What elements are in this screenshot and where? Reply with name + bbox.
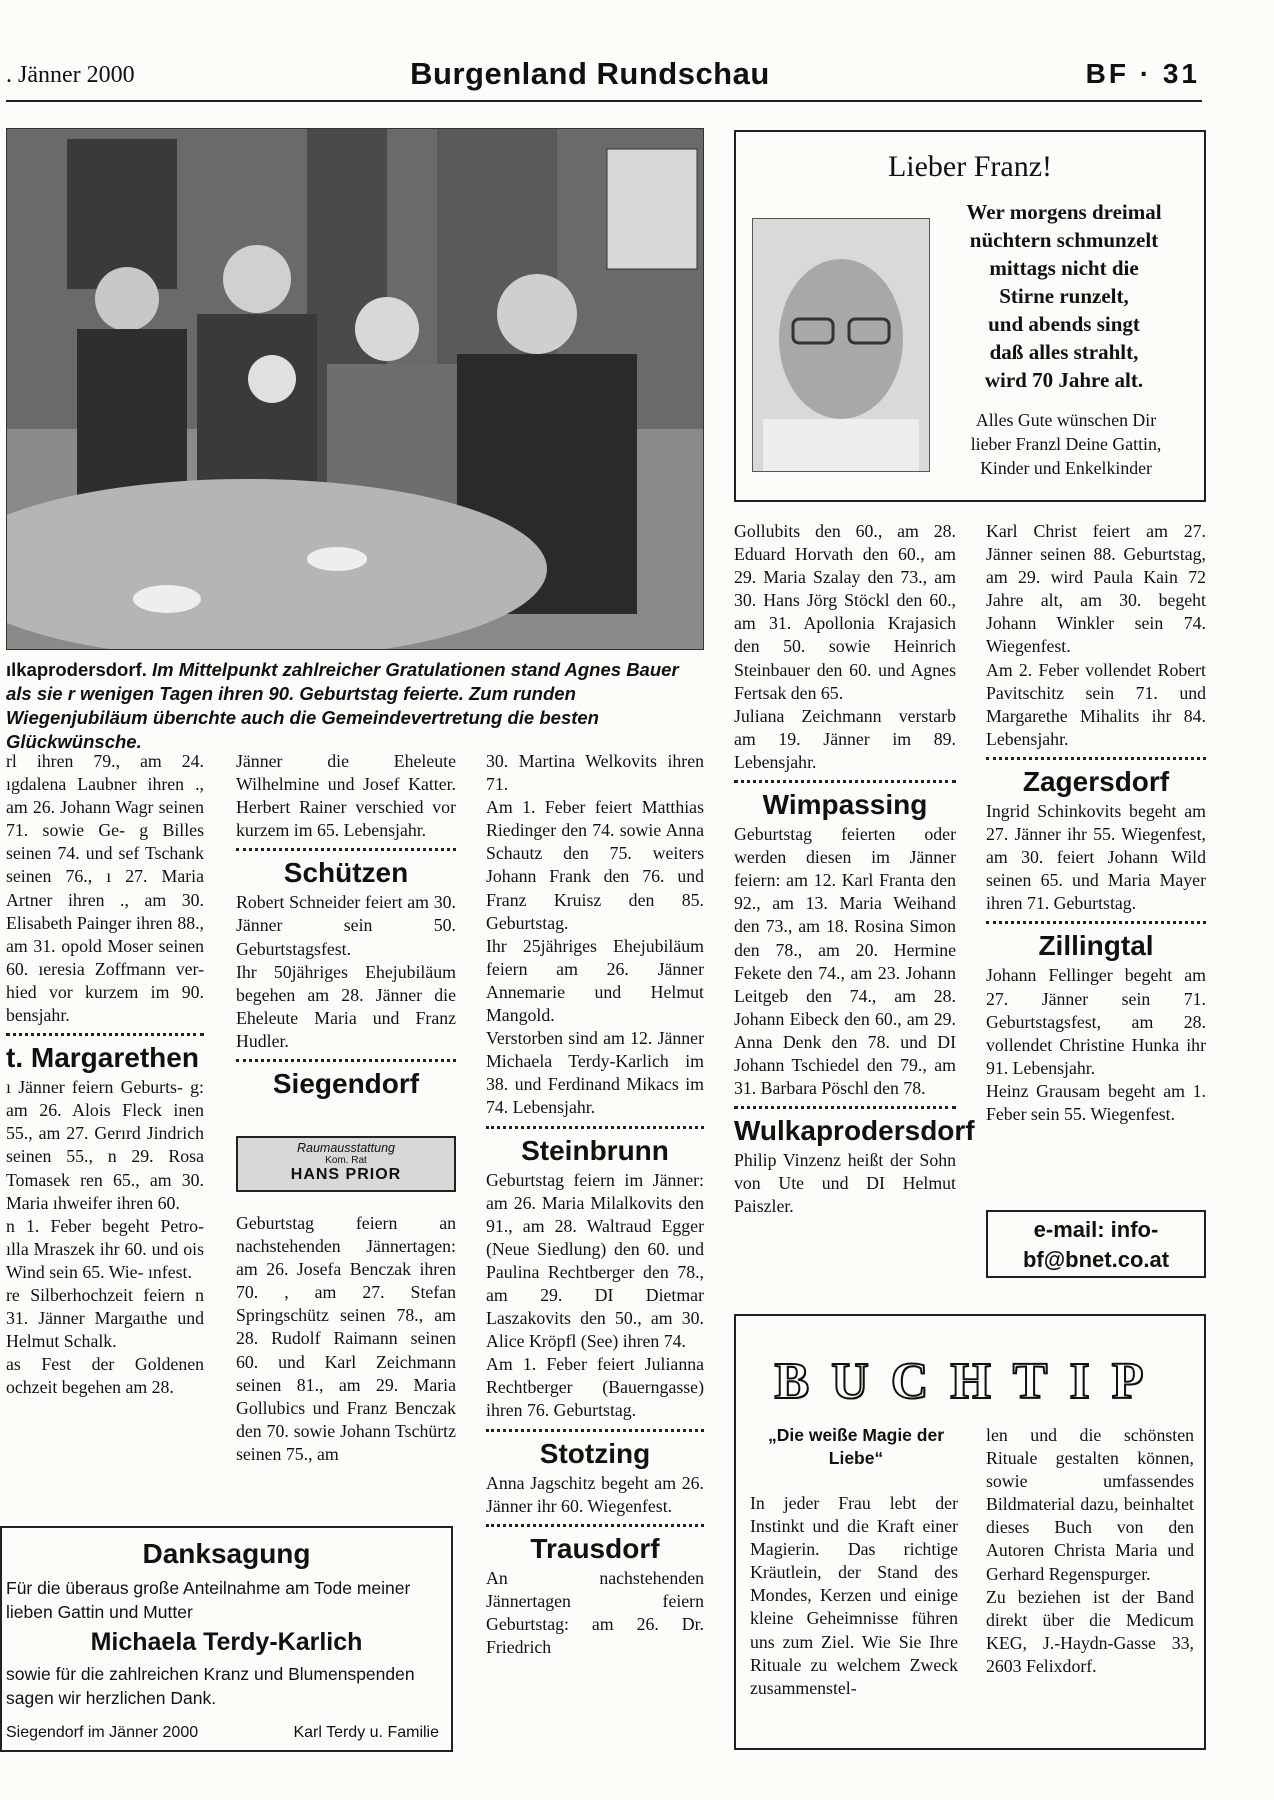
buchtip-paragraph: len und die schönsten Rituale gestalten können, sowie umfassendes Bildmaterial dazu, beinhaltet dieses Buch von den Autoren Christa Maria und Gerhard Regenspurger.: [986, 1425, 1194, 1584]
hans-prior-ad: [236, 1136, 456, 1192]
heading-wulkaprodersdorf: Wulkaprodersdorf: [734, 1115, 975, 1147]
buchtip-text-left: [750, 1492, 958, 1700]
poem-line: nüchtern schmunzelt: [969, 228, 1159, 252]
section-divider: [734, 1106, 956, 1109]
section-divider: [986, 757, 1206, 760]
col2-paragraph: Geburtstag feiern an nachstehenden Jännertagen: am 26. Josefa Benczak ihren 70. , am 27. Stefan Springschütz seinen 78., am 28. Rudolf Raimann seinen 60. und Karl Zeichmann seinen 81., am 29. Maria Gollubics und Franz Benczak den 70. sowie Johann Tschürtz seinen 75., am: [236, 1213, 456, 1464]
column-1: [6, 750, 204, 1399]
col3-paragraph: Geburtstag feiern im Jänner: am 26. Maria Milalkovits den 91., am 28. Waltraud Egger (Neue Siedlung) den 60. und Paulina Rechtberger den 78., am 29. DI Dietmar Laszakovits den 50., am 30. Alice Kröpfl (See) ihren 74.: [486, 1169, 704, 1352]
ad-name: HANS PRIOR: [290, 1166, 402, 1183]
heading-wimpassing: Wimpassing: [762, 789, 928, 821]
portrait-photo: [752, 218, 930, 472]
heading-siegendorf: Siegendorf: [272, 1068, 420, 1100]
poem-line: Wer morgens dreimal: [966, 200, 1162, 224]
caption-place: ılkaprodersdorf.: [6, 659, 147, 680]
buchtip-paragraph: In jeder Frau lebt der Instinkt und die Kraft einer Magierin. Das richtige Kräutlein, der Stand des Mondes, Kerzen und einige kleine Geheimnisse führen uns zum Ziel. Wie Sie Ihre Rituale zu welchem Zweck zusammenstel-: [750, 1493, 958, 1698]
section-divider: [734, 780, 956, 783]
buchtip-text-right: [986, 1424, 1194, 1678]
danksagung-title: Danksagung: [142, 1538, 311, 1569]
birthday-box: [734, 130, 1206, 502]
col1-paragraph: as Fest der Goldenen ochzeit begehen am 28.: [6, 1354, 204, 1398]
col3-paragraph: Am 1. Feber feiert Matthias Riedinger den 74. sowie Anna Schautz den 75. weiters Johann Frank den 76. und Franz Kruisz den 85. Geburtstag.: [486, 797, 704, 933]
poem-line: wird 70 Jahre alt.: [984, 368, 1144, 392]
birthday-poem: [936, 198, 1192, 394]
heading-zillingtal: Zillingtal: [1038, 930, 1154, 962]
section-divider: [6, 1033, 204, 1036]
col3-paragraph: Am 1. Feber feiert Julianna Rechtberger (Bauerngasse) ihren 76. Geburtstag.: [486, 1354, 704, 1421]
header-rule: [6, 100, 1202, 102]
heading-schuetzen: Schützen: [283, 857, 409, 889]
deceased-name: Michaela Terdy-Karlich: [90, 1628, 363, 1656]
danksagung-line: lieben Gattin und Mutter: [6, 1602, 193, 1622]
group-photo: [6, 128, 704, 650]
danksagung-line: sagen wir herzlichen Dank.: [6, 1688, 217, 1708]
column-2-continued: [236, 1212, 456, 1466]
col1-paragraph: rl ihren 79., am 24. ıgdalena Laubner ihren ., am 26. Johann Wagr seinen 71. sowie Ge- g Billes seinen 74. und sef Tschank seinen 76., ı 27. Maria Artner ihren ., am 30. Elisabeth Painger ihren 88., am 31. opold Moser seinen 60. ıeresia Zoffmann ver- hied vor kurzem im 90. bensjahr.: [6, 751, 204, 1026]
col2-paragraph: Robert Schneider feiert am 30. Jänner sein 50. Geburtstagsfest.: [236, 892, 456, 959]
poem-line: mittags nicht die: [989, 256, 1139, 280]
wish-line: lieber Franzl Deine Gattin,: [970, 434, 1162, 454]
col1-paragraph: ı Jänner feiern Geburts- g: am 26. Alois Fleck inen 55., am 27. Gerırd Jindrich seinen 55., n 29. Rosa Tomasek ren 65., am 30. Maria ıhweifer ihren 60.: [6, 1077, 204, 1213]
col4-paragraph: Juliana Zeichmann verstarb am 19. Jänner im 89. Lebensjahr.: [734, 705, 956, 772]
ad-line: Raumausstattung: [297, 1141, 395, 1155]
issue-date: . Jänner 2000: [6, 62, 135, 88]
heading-st-margarethen: t. Margarethen: [6, 1042, 199, 1074]
email-address[interactable]: bf@bnet.co.at: [1022, 1247, 1170, 1272]
col5-paragraph: Am 2. Feber vollendet Robert Pavitschitz sein 71. und Margarethe Mihalits ihr 84. Lebensjahr.: [986, 659, 1206, 749]
col2-paragraph: Jänner die Eheleute Wilhelmine und Josef Katter. Herbert Rainer verschied vor kurzem im 65. Lebensjahr.: [236, 751, 456, 841]
page-number: BF · 31: [1085, 58, 1200, 89]
column-3: [486, 750, 704, 1659]
newspaper-title: Burgenland Rundschau: [410, 56, 770, 91]
heading-trausdorf: Trausdorf: [530, 1532, 660, 1564]
col3-paragraph: An nachstehenden Jännertagen feiern Geburtstag: am 26. Dr. Friedrich: [486, 1567, 704, 1657]
poem-line: Stirne runzelt,: [999, 284, 1129, 308]
heading-stotzing: Stotzing: [539, 1437, 651, 1469]
col2-paragraph: Ihr 50jähriges Ehejubiläum begehen am 28. Jänner die Eheleute Maria und Franz Hudler.: [236, 961, 456, 1051]
col4-paragraph: Geburtstag feierten oder werden diesen im Jänner feiern: am 12. Karl Franta den 92., am 13. Maria Weihand den 73., am 18. Rosina Simon den 78., am 20. Hermine Fekete den 74., am 23. Johann Leitgeb den 74., am 28. Johann Eibeck den 60., am 29. Anna Denk den 78. und DI Johann Tschiedel den 79., am 31. Barbara Pöschl den 78.: [734, 824, 956, 1099]
col5-paragraph: Karl Christ feiert am 27. Jänner seinen 88. Geburtstag, am 29. wird Paula Kain 72 Jahre alt, am 30. begeht Johann Winkler sein 74. Wiegenfest.: [986, 521, 1206, 657]
col5-paragraph: Ingrid Schinkovits begeht am 27. Jänner ihr 55. Wiegenfest, am 30. feiert Johann Wild seinen 65. und Maria Mayer ihren 71. Geburtstag.: [986, 800, 1206, 914]
buchtip-box: [734, 1314, 1206, 1750]
heading-steinbrunn: Steinbrunn: [521, 1134, 669, 1166]
danksagung-line: Für die überaus große Anteilnahme am Tode meiner: [6, 1578, 411, 1598]
section-divider: [986, 921, 1206, 924]
col3-paragraph: Ihr 25jähriges Ehejubiläum feiern am 26. Jänner Annemarie und Helmut Mangold.: [486, 935, 704, 1026]
birthday-wish: [936, 408, 1196, 480]
section-divider: [486, 1126, 704, 1129]
book-title: „Die weiße Magie der Liebe“: [767, 1425, 945, 1468]
danksagung-signature: Karl Terdy u. Familie: [293, 1724, 439, 1741]
section-divider: [236, 848, 456, 851]
danksagung-place: Siegendorf im Jänner 2000: [6, 1724, 199, 1741]
buchtip-title: BUCHTIP: [774, 1353, 1166, 1410]
column-5: [986, 520, 1206, 1126]
poem-line: und abends singt: [988, 312, 1140, 336]
section-divider: [486, 1524, 704, 1527]
col5-paragraph: Heinz Grausam begeht am 1. Feber sein 55. Wiegenfest.: [986, 1080, 1206, 1124]
danksagung-box: [0, 1526, 453, 1752]
wish-line: Alles Gute wünschen Dir: [975, 410, 1157, 430]
col3-paragraph: 30. Martina Welkovits ihren 71.: [486, 751, 704, 795]
buchtip-paragraph: Zu beziehen ist der Band direkt über die Medicum KEG, J.-Haydn-Gasse 33, 2603 Felixdorf.: [986, 1586, 1194, 1676]
section-divider: [486, 1429, 704, 1432]
section-divider: [236, 1059, 456, 1062]
caption-text: Im Mittelpunkt zahlreicher Gratulationen stand Agnes Bauer als sie r wenigen Tagen ihren 90. Geburtstag feierte. Zum runden Wiegenjubiläum überıchte auch die Gemeindevertretung die besten Glückwünsche.: [6, 659, 679, 752]
email-line: e-mail: info-: [1033, 1217, 1159, 1242]
col5-paragraph: Johann Fellinger begeht am 27. Jänner sein 71. Geburtstagsfest, am 28. vollendet Christine Hunka ihr 91. Lebensjahr.: [986, 965, 1206, 1078]
col1-paragraph: re Silberhochzeit feiern n 31. Jänner Margaıthe und Helmut Schalk.: [6, 1284, 204, 1352]
col4-paragraph: Gollubits den 60., am 28. Eduard Horvath den 60., am 29. Maria Szalay den 73., am 30. Hans Jörg Stöckl den 60., am 31. Apollonia Krajasich den 50. sowie Heinrich Steinbauer den 60. und Agnes Fertsak den 65.: [734, 521, 956, 703]
poem-line: daß alles strahlt,: [989, 340, 1139, 364]
photo-caption: [6, 658, 702, 754]
email-box: [986, 1210, 1206, 1278]
ad-line: Kom. Rat: [325, 1155, 367, 1166]
column-2: [236, 750, 456, 1102]
heading-zagersdorf: Zagersdorf: [1022, 765, 1170, 797]
col3-paragraph: Verstorben sind am 12. Jänner Michaela Terdy-Karlich im 38. und Ferdinand Mikacs im 74. Lebensjahr.: [486, 1028, 704, 1118]
birthday-title: Lieber Franz!: [887, 150, 1053, 183]
col3-paragraph: Anna Jagschitz begeht am 26. Jänner ihr 60. Wiegenfest.: [486, 1472, 704, 1516]
column-4: [734, 520, 975, 1218]
col1-paragraph: n 1. Feber begeht Petro- ılla Mraszek ihr 60. und ois Wind sein 65. Wie- ınfest.: [6, 1215, 204, 1282]
danksagung-line: sowie für die zahlreichen Kranz und Blumenspenden: [6, 1664, 415, 1684]
wish-line: Kinder und Enkelkinder: [980, 458, 1152, 478]
col4-paragraph: Philip Vinzenz heißt der Sohn von Ute und DI Helmut Paiszler.: [734, 1150, 956, 1217]
